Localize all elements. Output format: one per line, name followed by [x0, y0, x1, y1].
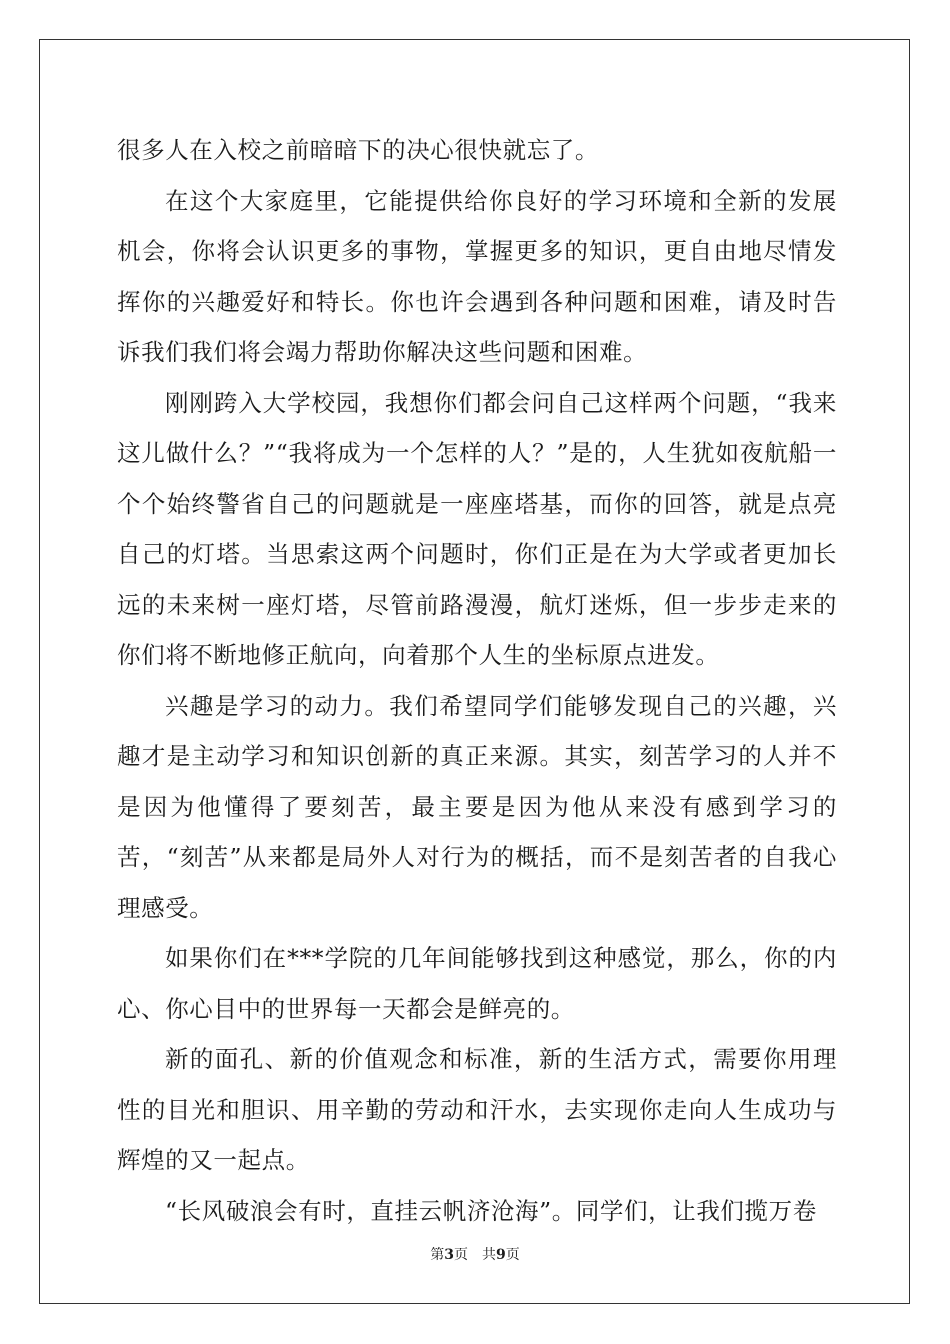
total-suffix: 页 — [505, 1247, 520, 1263]
paragraph: “长风破浪会有时，直挂云帆济沧海”。同学们，让我们揽万卷 — [165, 1196, 817, 1225]
paragraph: 如果你们在***学院的几年间能够找到这种感觉，那么，你的内心、你心目中的世界每一天都会是鲜亮的。 — [117, 944, 837, 1023]
page-suffix: 页 — [454, 1247, 468, 1263]
document-body — [117, 125, 837, 1236]
page-footer — [0, 1244, 950, 1264]
page-number: 3 — [444, 1247, 454, 1263]
paragraph: 在这个大家庭里，它能提供给你良好的学习环境和全新的发展机会，你将会认识更多的事物，掌握更多的知识，更自由地尽情发挥你的兴趣爱好和特长。你也许会遇到各种问题和困难，请及时告诉我们我们将会竭力帮助你解决这些问题和困难。 — [117, 186, 837, 366]
page-prefix: 第 — [430, 1247, 445, 1263]
paragraph: 很多人在入校之前暗暗下的决心很快就忘了。 — [117, 136, 599, 164]
paragraph: 新的面孔、新的价值观念和标准，新的生活方式，需要你用理性的目光和胆识、用辛勤的劳动和汗水，去实现你走向人生成功与辉煌的又一起点。 — [117, 1045, 837, 1174]
total-pages: 9 — [496, 1247, 506, 1263]
paragraph: 刚刚跨入大学校园，我想你们都会问自己这样两个问题，“我来这儿做什么？”“我将成为一个怎样的人？”是的，人生犹如夜航船一个个始终警省自己的问题就是一座座塔基，而你的回答，就是点亮自己的灯塔。当思索这两个问题时，你们正是在为大学或者更加长远的未来树一座灯塔，尽管前路漫漫，航灯迷烁，但一步步走来的你们将不断地修正航向，向着那个人生的坐标原点进发。 — [117, 388, 837, 669]
paragraph: 兴趣是学习的动力。我们希望同学们能够发现自己的兴趣，兴趣才是主动学习和知识创新的真正来源。其实，刻苦学习的人并不是因为他懂得了要刻苦，最主要是因为他从来没有感到学习的苦，“刻苦”从来都是局外人对行为的概括，而不是刻苦者的自我心理感受。 — [117, 691, 837, 922]
total-prefix: 共 — [482, 1247, 496, 1263]
